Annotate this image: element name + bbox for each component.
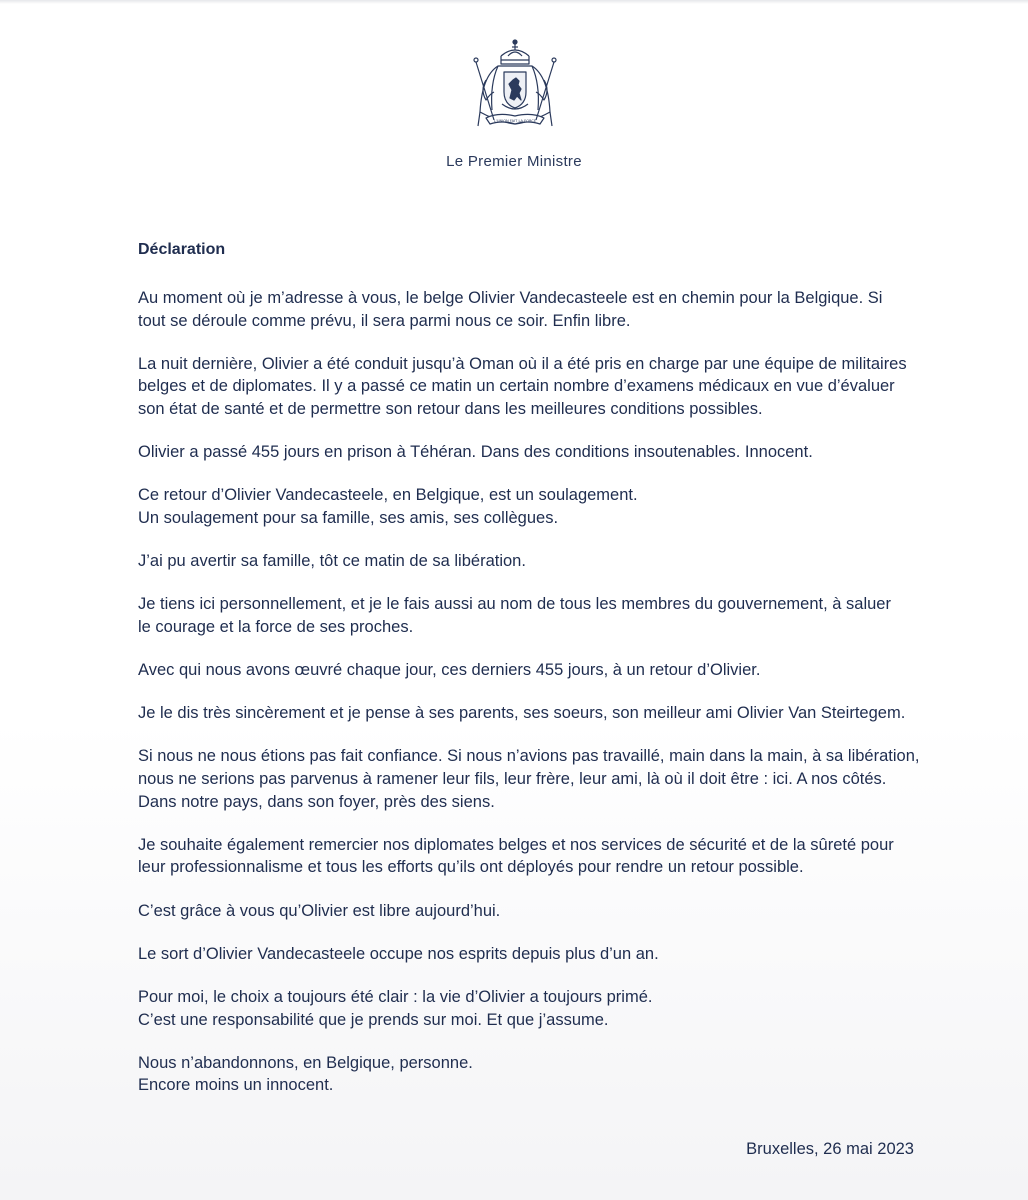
paragraph [138, 900, 928, 923]
paragraph [138, 834, 928, 879]
paragraph-line: Olivier a passé 455 jours en prison à Téhéran. Dans des conditions insoutenables. Innocent. [138, 443, 813, 462]
paragraph [138, 484, 928, 529]
paragraph-line: Nous n’abandonnons, en Belgique, personne. [138, 1053, 473, 1072]
paragraph [138, 702, 928, 725]
paragraph [138, 593, 928, 638]
paragraph-line: La nuit dernière, Olivier a été conduit jusqu’à Oman où il a été pris en charge par une équipe de militaires [138, 354, 907, 373]
place-and-date: Bruxelles, 26 mai 2023 [746, 1140, 914, 1158]
paragraph-line: C’est grâce à vous qu’Olivier est libre aujourd’hui. [138, 901, 501, 920]
paragraph [138, 287, 928, 332]
paragraph-line: belges et de diplomates. Il y a passé ce matin un certain nombre d’examens médicaux en vue d’évaluer [138, 377, 895, 396]
page-top-edge [0, 0, 1028, 4]
paragraph-line: Dans notre pays, dans son foyer, près des siens. [138, 792, 495, 811]
paragraph [138, 659, 928, 682]
paragraph-line: Encore moins un innocent. [138, 1076, 334, 1095]
paragraph-line: C’est une responsabilité que je prends sur moi. Et que j’assume. [138, 1010, 609, 1029]
emblem-motto: L'UNION FAIT LA FORCE [493, 119, 537, 123]
document-body [138, 287, 928, 1118]
paragraph-line: Un soulagement pour sa famille, ses amis, ses collègues. [138, 508, 559, 527]
office-name: Le Premier Ministre [446, 153, 582, 170]
paragraph-line: son état de santé et de permettre son retour dans les meilleures conditions possibles. [138, 399, 763, 418]
paragraph [138, 1052, 928, 1097]
paragraph-line: Au moment où je m’adresse à vous, le belge Olivier Vandecasteele est en chemin pour la Belgique. Si [138, 289, 883, 307]
document-heading: Déclaration [138, 241, 226, 258]
paragraph-line: Le sort d’Olivier Vandecasteele occupe nos esprits depuis plus d’un an. [138, 944, 659, 963]
paragraph-line: le courage et la force de ses proches. [138, 617, 414, 636]
paragraph-line: leur professionnalisme et tous les efforts qu’ils ont déployés pour rendre un retour possible. [138, 858, 804, 877]
paragraph-line: Ce retour d’Olivier Vandecasteele, en Belgique, est un soulagement. [138, 486, 638, 505]
royal-coat-of-arms-emblem [468, 34, 562, 132]
paragraph-line: Je tiens ici personnellement, et je le fais aussi au nom de tous les membres du gouvernement, à saluer [138, 595, 891, 614]
paragraph-line: Je le dis très sincèrement et je pense à ses parents, ses soeurs, son meilleur ami Olivier Van Steirtegem. [138, 704, 906, 723]
paragraph-line: Je souhaite également remercier nos diplomates belges et nos services de sécurité et de la sûreté pour [138, 835, 894, 854]
paragraph-line: Avec qui nous avons œuvré chaque jour, ces derniers 455 jours, à un retour d’Olivier. [138, 661, 761, 680]
paragraph-line: Pour moi, le choix a toujours été clair : la vie d’Olivier a toujours primé. [138, 988, 653, 1006]
paragraph-line: J’ai pu avertir sa famille, tôt ce matin de sa libération. [138, 552, 526, 571]
paragraph [138, 943, 928, 966]
paragraph [138, 353, 928, 421]
paragraph-line: Si nous ne nous étions pas fait confiance. Si nous n’avions pas travaillé, main dans la main, à sa libération, [138, 747, 920, 766]
paragraph-line: tout se déroule comme prévu, il sera parmi nous ce soir. Enfin libre. [138, 311, 631, 330]
paragraph [138, 441, 928, 464]
paragraph [138, 986, 928, 1031]
paragraph-line: nous ne serions pas parvenus à ramener leur fils, leur frère, leur ami, là où il doit être : ici. A nos côtés. [138, 770, 887, 789]
paragraph [138, 745, 928, 813]
paragraph [138, 550, 928, 573]
